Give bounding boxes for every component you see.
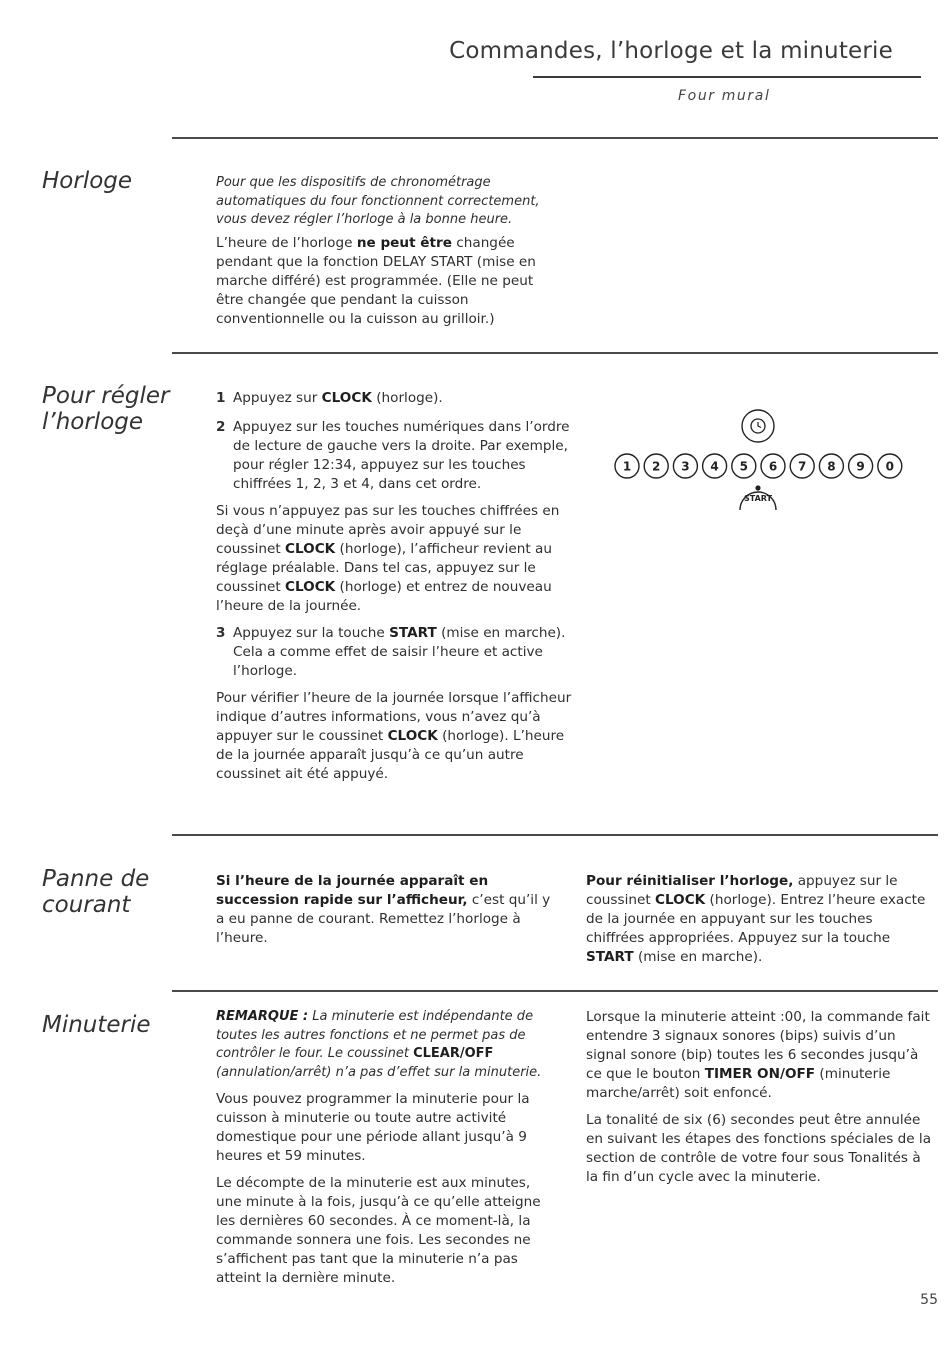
- minuterie-right: [586, 1008, 936, 1187]
- minuterie-note: REMARQUE : La minuterie est indépendante de toutes les autres fonctions et ne permet pas de contrôler le four. Le coussinet CLEAR/OFF (annulation/arrêt) n’a pas d’effet sur la minuterie.: [216, 1009, 542, 1080]
- panne-left: Si l’heure de la journée apparaît en succession rapide sur l’afficheur, c’est qu’il y a eu panne de courant. Remettez l’horloge à l’heure.: [216, 873, 551, 946]
- clock-icon: [742, 410, 774, 442]
- digit-key-label: 8: [827, 459, 836, 474]
- digit-key-label: 1: [622, 459, 632, 474]
- digit-key-label: 3: [681, 459, 690, 474]
- step-1: 1 Appuyez sur CLOCK (horloge).: [216, 390, 443, 406]
- digit-key-7: [790, 454, 814, 478]
- section-divider: [172, 990, 938, 992]
- digit-key-1: [615, 454, 639, 478]
- digit-key-2: [644, 454, 668, 478]
- digit-key-label: 4: [710, 459, 719, 474]
- section-divider: [172, 352, 938, 354]
- section-divider: [172, 834, 938, 836]
- section-title-minuterie: Minuterie: [42, 1012, 151, 1038]
- minuterie-p2: Le décompte de la minuterie est aux minutes, une minute à la fois, jusqu’à ce qu’elle atteigne les dernières 60 secondes. À ce moment-là, la commande sonnera une fois. Les secondes ne s’affichent pas tant que la minuterie n’a pas atteint la dernière minute.: [216, 1175, 541, 1286]
- digit-key-0: [878, 454, 902, 478]
- digit-key-8: [819, 454, 843, 478]
- horloge-intro: Pour que les dispositifs de chronométrage automatiques du four fonctionnent correctement, vous devez régler l’horloge à la bonne heure.: [216, 175, 540, 227]
- minuterie-r1: Lorsque la minuterie atteint :00, la commande fait entendre 3 signaux sonores (bips) suivis d’un signal sonore (bip) toutes les 6 secondes jusqu’à ce que le bouton TIMER ON/OFF (minuterie marche/arrêt) soit enfoncé.: [586, 1009, 930, 1101]
- regler-body: [216, 389, 572, 784]
- minuterie-left: [216, 1008, 550, 1288]
- page-number: 55: [920, 1292, 938, 1308]
- keypad-svg: [612, 408, 908, 520]
- digit-key-label: 7: [798, 459, 807, 474]
- start-label: START: [743, 494, 773, 503]
- digit-key-label: 6: [768, 459, 778, 474]
- step-2: 2 Appuyez sur les touches numériques dans l’ordre de lecture de gauche vers la droite. Par exemple, pour régler 12:34, appuyez sur les touches chiffrées 1, 2, 3 et 4, dans cet ordre.: [216, 419, 570, 492]
- digit-key-5: [732, 454, 756, 478]
- regler-paragraph-2: Pour vérifier l’heure de la journée lorsque l’afficheur indique d’autres informations, vous n’avez qu’à appuyer sur le coussinet CLOCK (horloge). L’heure de la journée apparaît jusqu’à ce qu’un autre coussinet ait été appuyé.: [216, 690, 572, 782]
- digit-key-6: [761, 454, 785, 478]
- digit-key-label: 0: [885, 459, 894, 474]
- digit-key-label: 9: [856, 459, 865, 474]
- digit-key-3: [673, 454, 697, 478]
- minuterie-p1: Vous pouvez programmer la minuterie pour la cuisson à minuterie ou toute autre activité domestique pour une période allant jusqu’à 9 heures et 59 minutes.: [216, 1091, 530, 1164]
- digit-key-9: [849, 454, 873, 478]
- page-header-subtitle: Four mural: [678, 88, 771, 104]
- section-title-panne: Panne de courant: [42, 866, 150, 918]
- digit-key-label: 2: [652, 459, 661, 474]
- section-title-horloge: Horloge: [42, 168, 133, 194]
- panne-right: Pour réinitialiser l’horloge, appuyez sur le coussinet CLOCK (horloge). Entrez l’heure exacte de la journée en appuyant sur les touches chiffrées appropriées. Appuyez sur la touche START (mise en marche).: [586, 873, 926, 965]
- keypad-illustration: [612, 408, 908, 520]
- digit-key-label: 5: [739, 459, 748, 474]
- horloge-paragraph: L’heure de l’horloge ne peut être changée pendant que la fonction DELAY START (mise en marche différé) est programmée. (Elle ne peut être changée que pendant la cuisson conventionnelle ou la cuisson au grilloir.): [216, 234, 536, 327]
- minuterie-r2: La tonalité de six (6) secondes peut être annulée en suivant les étapes des fonctions spéciales de la section de contrôle de votre four sous Tonalités à la fin d’un cycle avec la minuterie.: [586, 1112, 932, 1185]
- section-divider: [172, 137, 938, 139]
- start-button: [740, 485, 776, 510]
- page-header-title: Commandes, l’horloge et la minuterie: [449, 38, 893, 64]
- digit-key-4: [703, 454, 727, 478]
- header-rule: [533, 76, 921, 78]
- step-3: 3 Appuyez sur la touche START (mise en marche). Cela a comme effet de saisir l’heure et active l’horloge.: [216, 625, 566, 679]
- section-title-regler: Pour régler l’horloge: [42, 383, 170, 435]
- horloge-body: [216, 174, 546, 329]
- regler-paragraph: Si vous n’appuyez pas sur les touches chiffrées en deçà d’une minute après avoir appuyé sur le coussinet CLOCK (horloge), l’afficheur revient au réglage préalable. Dans tel cas, appuyez sur le coussinet CLOCK (horloge) et entrez de nouveau l’heure de la journée.: [216, 503, 560, 614]
